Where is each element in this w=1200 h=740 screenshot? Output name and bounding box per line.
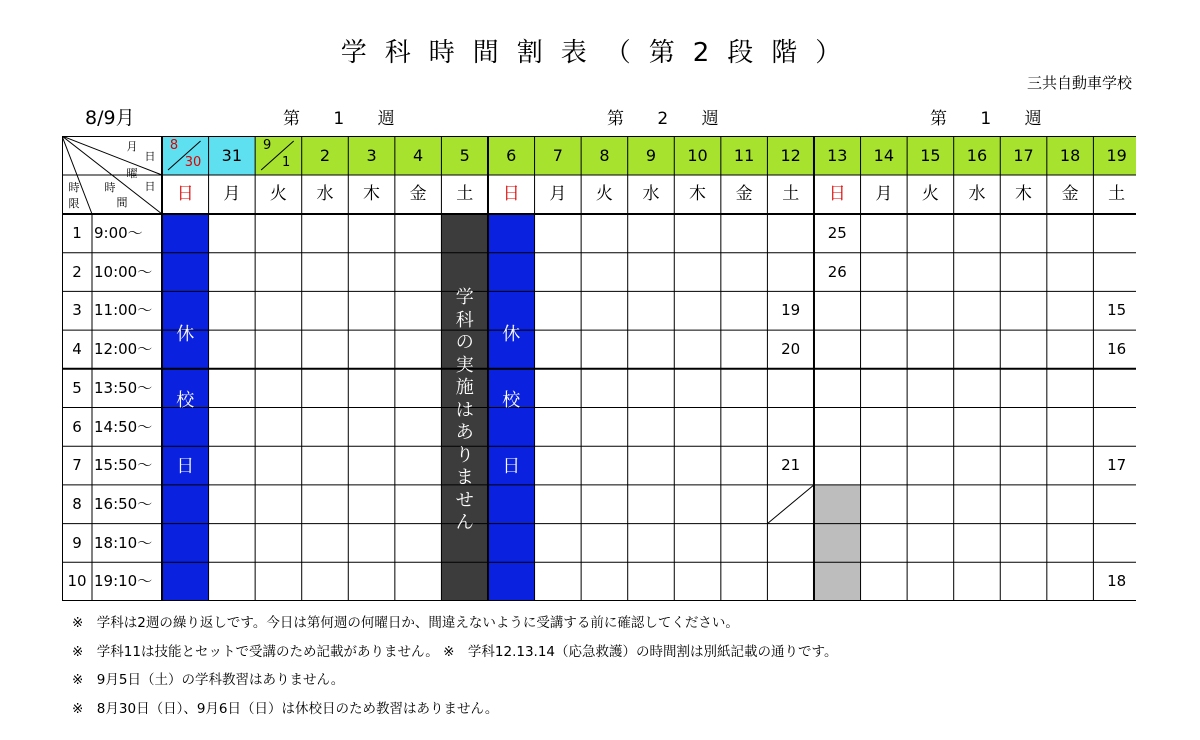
weekday-cell: 月: [875, 184, 893, 204]
corner-ji: 時: [68, 181, 80, 194]
weekday-cell: 日: [828, 184, 846, 204]
period-time: 18:10〜: [94, 533, 153, 552]
week-label-2: 第 2 週: [607, 109, 733, 129]
corner-youbi: 曜: [126, 167, 138, 180]
date-cell: 18: [1059, 146, 1081, 165]
weekday-cell: 金: [735, 184, 753, 204]
holiday-label-1: 休校日: [176, 324, 195, 477]
date-cell: 2: [319, 146, 331, 165]
date-cell: 10: [687, 146, 708, 165]
period-number: 7: [72, 456, 82, 475]
date-month-part: 8: [169, 138, 179, 153]
weekday-cell: 日: [502, 184, 520, 204]
corner-gen: 限: [68, 197, 80, 210]
period-number: 1: [72, 224, 82, 242]
weekday-cell: 水: [968, 184, 986, 204]
date-cell: 5: [459, 146, 470, 165]
weekday-cell: 木: [689, 184, 707, 204]
period-number: 9: [72, 533, 82, 552]
weekday-cell: 木: [363, 184, 381, 204]
weekday-cell: 木: [1015, 184, 1033, 204]
corner-youbi-day: 日: [144, 180, 156, 193]
period-number: 10: [67, 572, 87, 591]
week-label-3: 第 1 週: [930, 109, 1056, 129]
note-1: ※ 学科は2週の繰り返しです。今日は第何週の何曜日か、間違えないように受講する前に確認してください。: [72, 615, 739, 631]
holiday-label-2: 休校日: [502, 324, 521, 477]
weekday-cell: 火: [269, 184, 287, 204]
lesson-number: 20: [781, 340, 801, 359]
weekday-cell: 水: [316, 184, 334, 204]
lesson-number: 16: [1107, 340, 1127, 359]
lesson-number: 17: [1107, 456, 1127, 475]
week-label-1: 第 1 週: [283, 109, 409, 129]
page-title: 学科時間割表（第2段階）: [340, 38, 860, 68]
notes: [72, 614, 837, 728]
period-time: 9:00〜: [94, 224, 143, 242]
corner-day: 日: [144, 150, 156, 163]
weekday-cell: 金: [1061, 184, 1079, 204]
lesson-number: 25: [827, 224, 847, 242]
weekday-cell: 火: [595, 184, 613, 204]
weekday-cell: 土: [456, 184, 474, 204]
date-cell: 8: [599, 146, 610, 165]
date-day-part: 30: [184, 155, 202, 170]
date-month-part: 9: [262, 138, 272, 153]
period-number: 4: [72, 340, 82, 359]
period-time: 15:50〜: [94, 456, 153, 475]
date-cell: 11: [733, 146, 755, 165]
corner-time: 時: [104, 181, 116, 194]
period-time: 19:10〜: [94, 572, 153, 591]
corner-month: 月: [126, 140, 138, 153]
lesson-number: 26: [827, 262, 847, 281]
date-cell: 6: [506, 146, 517, 165]
date-cell: 13: [827, 146, 848, 165]
date-cell: 17: [1013, 146, 1034, 165]
period-time: 16:50〜: [94, 494, 153, 513]
period-number: 6: [72, 417, 82, 436]
date-cell: 12: [780, 146, 801, 165]
weekday-cell: 水: [642, 184, 660, 204]
school-name: 三共自動車学校: [1026, 74, 1132, 92]
date-cell: 19: [1106, 146, 1127, 165]
period-number: 3: [72, 301, 82, 320]
date-cell: 9: [645, 146, 657, 165]
date-cell: 7: [552, 146, 563, 165]
lesson-number: 15: [1107, 301, 1127, 320]
date-day-part: 1: [281, 155, 291, 170]
weekday-cell: 日: [176, 184, 194, 204]
date-cell: 15: [920, 146, 941, 165]
timetable-grid: [62, 136, 1136, 601]
period-time: 11:00〜: [94, 301, 153, 320]
lesson-number: 21: [781, 456, 801, 475]
note-4: ※ 8月30日（日）、9月6日（日）は休校日のため教習はありません。: [72, 700, 499, 717]
date-cell: 14: [873, 146, 894, 165]
month-label: 8/9月: [85, 107, 135, 129]
weekday-cell: 火: [921, 184, 939, 204]
cell-diagonal: [767, 485, 814, 524]
weekday-cell: 月: [549, 184, 567, 204]
lesson-number: 18: [1107, 572, 1127, 591]
weekday-cell: 土: [1108, 184, 1126, 204]
period-number: 2: [72, 262, 82, 281]
no-class-label: 学科の実施はありません: [455, 287, 474, 534]
date-cell: 4: [413, 146, 424, 165]
lesson-number: 19: [781, 301, 801, 320]
period-time: 14:50〜: [94, 417, 153, 436]
date-cell: 3: [366, 146, 377, 165]
period-time: 13:50〜: [94, 378, 153, 397]
corner-time-2: 間: [116, 196, 128, 209]
weekday-cell: 月: [223, 184, 241, 204]
date-cell: 31: [221, 146, 243, 165]
period-number: 8: [72, 494, 82, 513]
note-2: ※ 学科11は技能とセットで受講のため記載がありません。 ※ 学科12.13.14（応急救護）の時間割は別紙記載の通りです。: [72, 643, 838, 660]
period-time: 10:00〜: [94, 262, 153, 281]
weekday-cell: 金: [409, 184, 427, 204]
period-time: 12:00〜: [94, 340, 153, 359]
period-number: 5: [72, 378, 82, 397]
unavailable-block: [814, 485, 861, 601]
note-3: ※ 9月5日（土）の学科教習はありません。: [72, 672, 345, 688]
weekday-cell: 土: [782, 184, 800, 204]
date-cell: 16: [966, 146, 988, 165]
